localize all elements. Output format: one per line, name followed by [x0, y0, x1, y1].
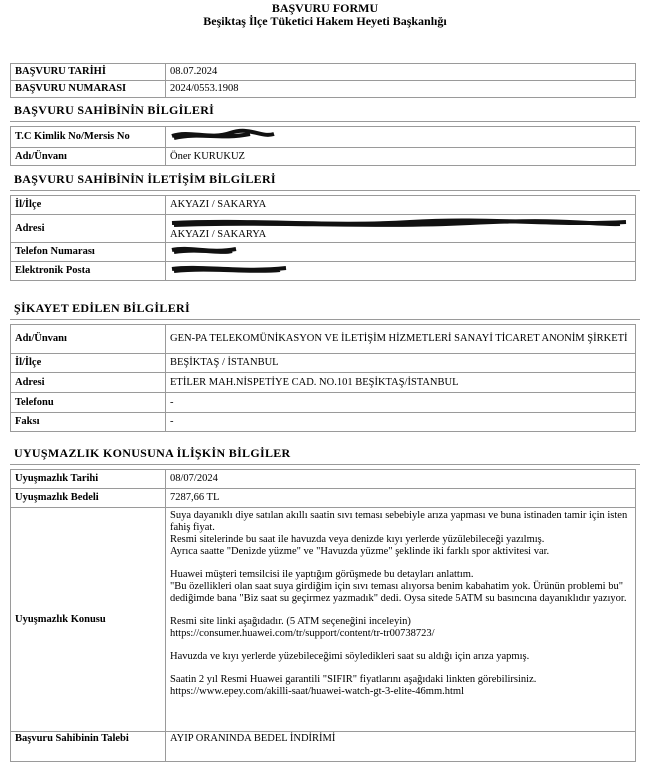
subject-line: Huawei müşteri temsilcisi ile yaptığım görüşmede bu detayları anlattım. — [170, 569, 474, 580]
complained-address-value: ETİLER MAH.NİSPETİYE CAD. NO.101 BEŞİKTAŞ/İSTANBUL — [166, 373, 636, 393]
complained-phone-value: - — [166, 393, 636, 413]
application-date-label: BAŞVURU TARİHİ — [11, 64, 166, 81]
contact-phone-label: Telefon Numarası — [11, 243, 166, 262]
applicant-table — [10, 126, 636, 166]
complained-fax-label: Faksı — [11, 413, 166, 432]
complained-section-title: ŞİKAYET EDİLEN BİLGİLERİ — [10, 301, 640, 320]
subject-line: Saatin 2 yıl Resmi Huawei garantili "SIFIR" fiyatlarını aşağıdaki linkten görebilirsiniz. — [170, 674, 537, 685]
complained-fax-value: - — [166, 413, 636, 432]
application-number-label: BAŞVURU NUMARASI — [11, 81, 166, 98]
contact-section-title: BAŞVURU SAHİBİNİN İLETİŞİM BİLGİLERİ — [10, 172, 640, 191]
applicant-id-value — [166, 127, 636, 148]
form-header — [0, 0, 650, 28]
contact-email-value — [166, 262, 636, 281]
form-subtitle: Beşiktaş İlçe Tüketici Hakem Heyeti Başkanlığı — [203, 14, 447, 28]
dispute-amount-value: 7287,66 TL — [166, 489, 636, 508]
subject-spacer — [170, 558, 631, 569]
dispute-request-value: AYIP ORANINDA BEDEL İNDİRİMİ — [166, 732, 636, 762]
subject-spacer — [170, 663, 631, 674]
dispute-date-label: Uyuşmazlık Tarihi — [11, 470, 166, 489]
redaction-scribble — [170, 128, 280, 142]
redaction-scribble — [170, 263, 290, 275]
form-title: BAŞVURU FORMU — [271, 1, 379, 15]
subject-line: https://www.epey.com/akilli-saat/huawei-watch-gt-3-elite-46mm.html — [170, 686, 465, 697]
contact-email-label: Elektronik Posta — [11, 262, 166, 281]
subject-line: Resmi site linki aşağıdadır. (5 ATM seçeneğini inceleyin) — [170, 616, 411, 627]
dispute-subject-value — [166, 508, 636, 732]
complained-address-label: Adresi — [11, 373, 166, 393]
subject-line: Ayrıca saatte "Denizde yüzme" ve "Havuzda yüzme" şeklinde iki farklı spor aktivitesi var. — [170, 546, 550, 557]
application-table — [10, 63, 636, 98]
complained-district-label: İl/İlçe — [11, 354, 166, 373]
application-number-value: 2024/0553.1908 — [166, 81, 636, 98]
redaction-scribble — [170, 217, 630, 229]
complained-name-value: GEN-PA TELEKOMÜNİKASYON VE İLETİŞİM HİZMETLERİ SANAYİ TİCARET ANONİM ŞİRKETİ — [166, 325, 636, 354]
complained-table — [10, 324, 636, 432]
application-date-value: 08.07.2024 — [166, 64, 636, 81]
applicant-section-title: BAŞVURU SAHİBİNİN BİLGİLERİ — [10, 103, 640, 122]
applicant-name-label: Adı/Ünvanı — [11, 148, 166, 166]
subject-line: https://consumer.huawei.com/tr/support/content/tr-tr00738723/ — [170, 628, 435, 639]
contact-phone-value — [166, 243, 636, 262]
dispute-amount-label: Uyuşmazlık Bedeli — [11, 489, 166, 508]
complained-phone-label: Telefonu — [11, 393, 166, 413]
subject-line: Havuzda ve kıyı yerlerde yüzebileceğimi söyledikleri saat su aldığı için arıza yapmış. — [170, 651, 530, 662]
contact-district-label: İl/İlçe — [11, 196, 166, 215]
subject-line: "Bu özellikleri olan saat suya girdiğim için sıvı teması alıyorsa benim kabahatim yok. Ürünün problemi bu" dediğimde bana "Biz saat su geçirmez yazmadık" dedi. Oysa sitede 5ATM su basıncına dayanıklıdır yazıyor. — [170, 581, 627, 604]
dispute-subject-label: Uyuşmazlık Konusu — [11, 508, 166, 732]
contact-address-value — [166, 215, 636, 243]
subject-spacer — [170, 640, 631, 651]
subject-line: Resmi sitelerinde bu saat ile havuzda veya denizde kıyı yerlerde yüzülebileceği yazılmış. — [170, 534, 545, 545]
complained-district-value: BEŞİKTAŞ / İSTANBUL — [166, 354, 636, 373]
redaction-scribble — [170, 244, 240, 256]
dispute-date-value: 08/07/2024 — [166, 470, 636, 489]
contact-district-value: AKYAZI / SAKARYA — [166, 196, 636, 215]
applicant-name-value: Öner KURUKUZ — [166, 148, 636, 166]
dispute-table — [10, 469, 636, 762]
dispute-section-title: UYUŞMAZLIK KONUSUNA İLİŞKİN BİLGİLER — [10, 446, 640, 465]
subject-line: Suya dayanıklı diye satılan akıllı saatin sıvı teması sebebiyle arıza yapması ve buna istinaden tamir için isten fahiş fiyat. — [170, 510, 628, 533]
applicant-id-label: T.C Kimlik No/Mersis No — [11, 127, 166, 148]
complained-name-label: Adı/Ünvanı — [11, 325, 166, 354]
contact-table — [10, 195, 636, 281]
subject-spacer — [170, 605, 631, 616]
contact-address-tail: AKYAZI / SAKARYA — [170, 228, 267, 240]
contact-address-label: Adresi — [11, 215, 166, 243]
dispute-request-label: Başvuru Sahibinin Talebi — [11, 732, 166, 762]
